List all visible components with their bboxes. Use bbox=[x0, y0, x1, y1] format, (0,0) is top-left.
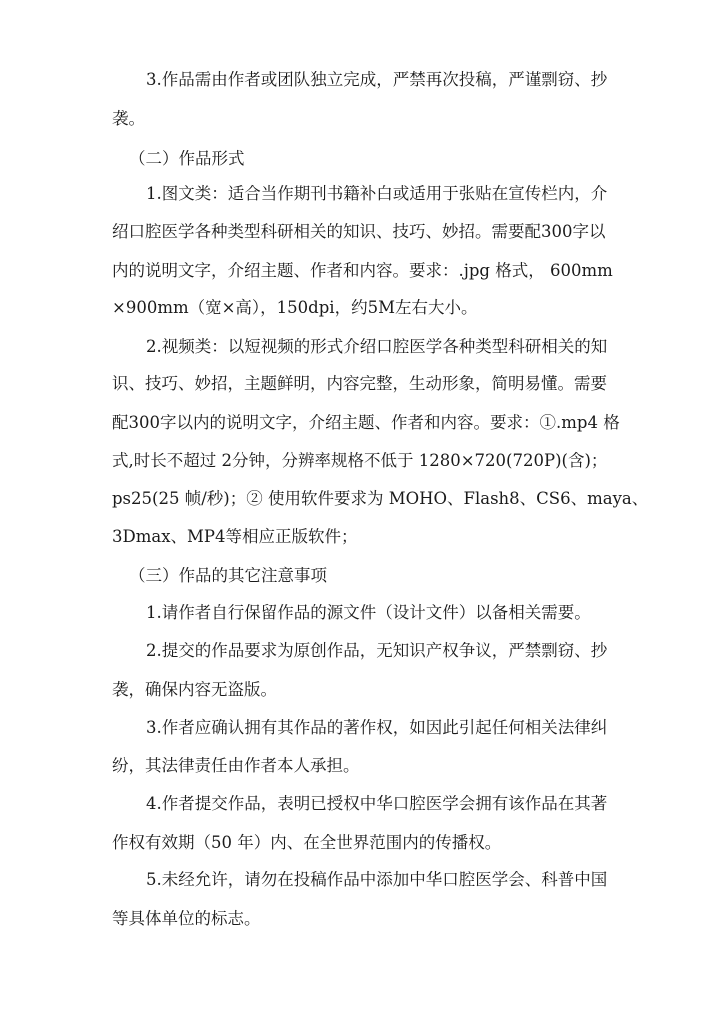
item-1-graphic-line-4: ×900mm（宽×高），150dpi，约5M左右大小。 bbox=[112, 298, 478, 317]
note-3-line-1: 3.作者应确认拥有其作品的著作权，如因此引起任何相关法律纠 bbox=[146, 718, 608, 737]
item-1-graphic-line-1: 1.图文类：适合当作期刊书籍补白或适用于张贴在宣传栏内，介 bbox=[146, 184, 608, 203]
section-heading-other-notes: （三）作品的其它注意事项 bbox=[129, 566, 327, 585]
item-2-video-line-6: 3Dmax、MP4等相应正版软件； bbox=[112, 527, 358, 546]
note-3-line-2: 纷，其法律责任由作者本人承担。 bbox=[112, 756, 360, 775]
item-2-video-line-3: 配300字以内的说明文字，介绍主题、作者和内容。要求：①.mp4 格 bbox=[112, 413, 620, 432]
note-2-line-2: 袭，确保内容无盗版。 bbox=[112, 680, 277, 699]
section-heading-work-format: （二）作品形式 bbox=[129, 149, 245, 168]
note-2-line-1: 2.提交的作品要求为原创作品，无知识产权争议，严禁剽窃、抄 bbox=[146, 641, 608, 660]
item-2-video-line-1: 2.视频类：以短视频的形式介绍口腔医学各种类型科研相关的知 bbox=[146, 337, 608, 356]
item-2-video-line-5: ps25(25 帧/秒)；② 使用软件要求为 MOHO、Flash8、CS6、maya、 bbox=[112, 489, 649, 508]
note-4-line-2: 作权有效期（50 年）内、在全世界范围内的传播权。 bbox=[112, 833, 502, 852]
note-4-line-1: 4.作者提交作品，表明已授权中华口腔医学会拥有该作品在其著 bbox=[146, 794, 608, 813]
item-1-graphic-line-2: 绍口腔医学各种类型科研相关的知识、技巧、妙招。需要配300字以 bbox=[112, 222, 606, 241]
note-5-line-2: 等具体单位的标志。 bbox=[112, 909, 261, 928]
item-1-graphic-line-3: 内的说明文字，介绍主题、作者和内容。要求：.jpg 格式， 600mm bbox=[112, 261, 613, 280]
item-3-originality-line-1: 3.作品需由作者或团队独立完成，严禁再次投稿，严谨剽窃、抄 bbox=[146, 70, 608, 89]
item-2-video-line-4: 式,时长不超过 2分钟，分辨率规格不低于 1280×720(720P)(含)； bbox=[112, 451, 608, 470]
note-1-line-1: 1.请作者自行保留作品的源文件（设计文件）以备相关需要。 bbox=[146, 603, 591, 622]
item-3-originality-line-2: 袭。 bbox=[112, 109, 145, 128]
note-5-line-1: 5.未经允许，请勿在投稿作品中添加中华口腔医学会、科普中国 bbox=[146, 870, 608, 889]
item-2-video-line-2: 识、技巧、妙招，主题鲜明，内容完整，生动形象，简明易懂。需要 bbox=[112, 374, 607, 393]
